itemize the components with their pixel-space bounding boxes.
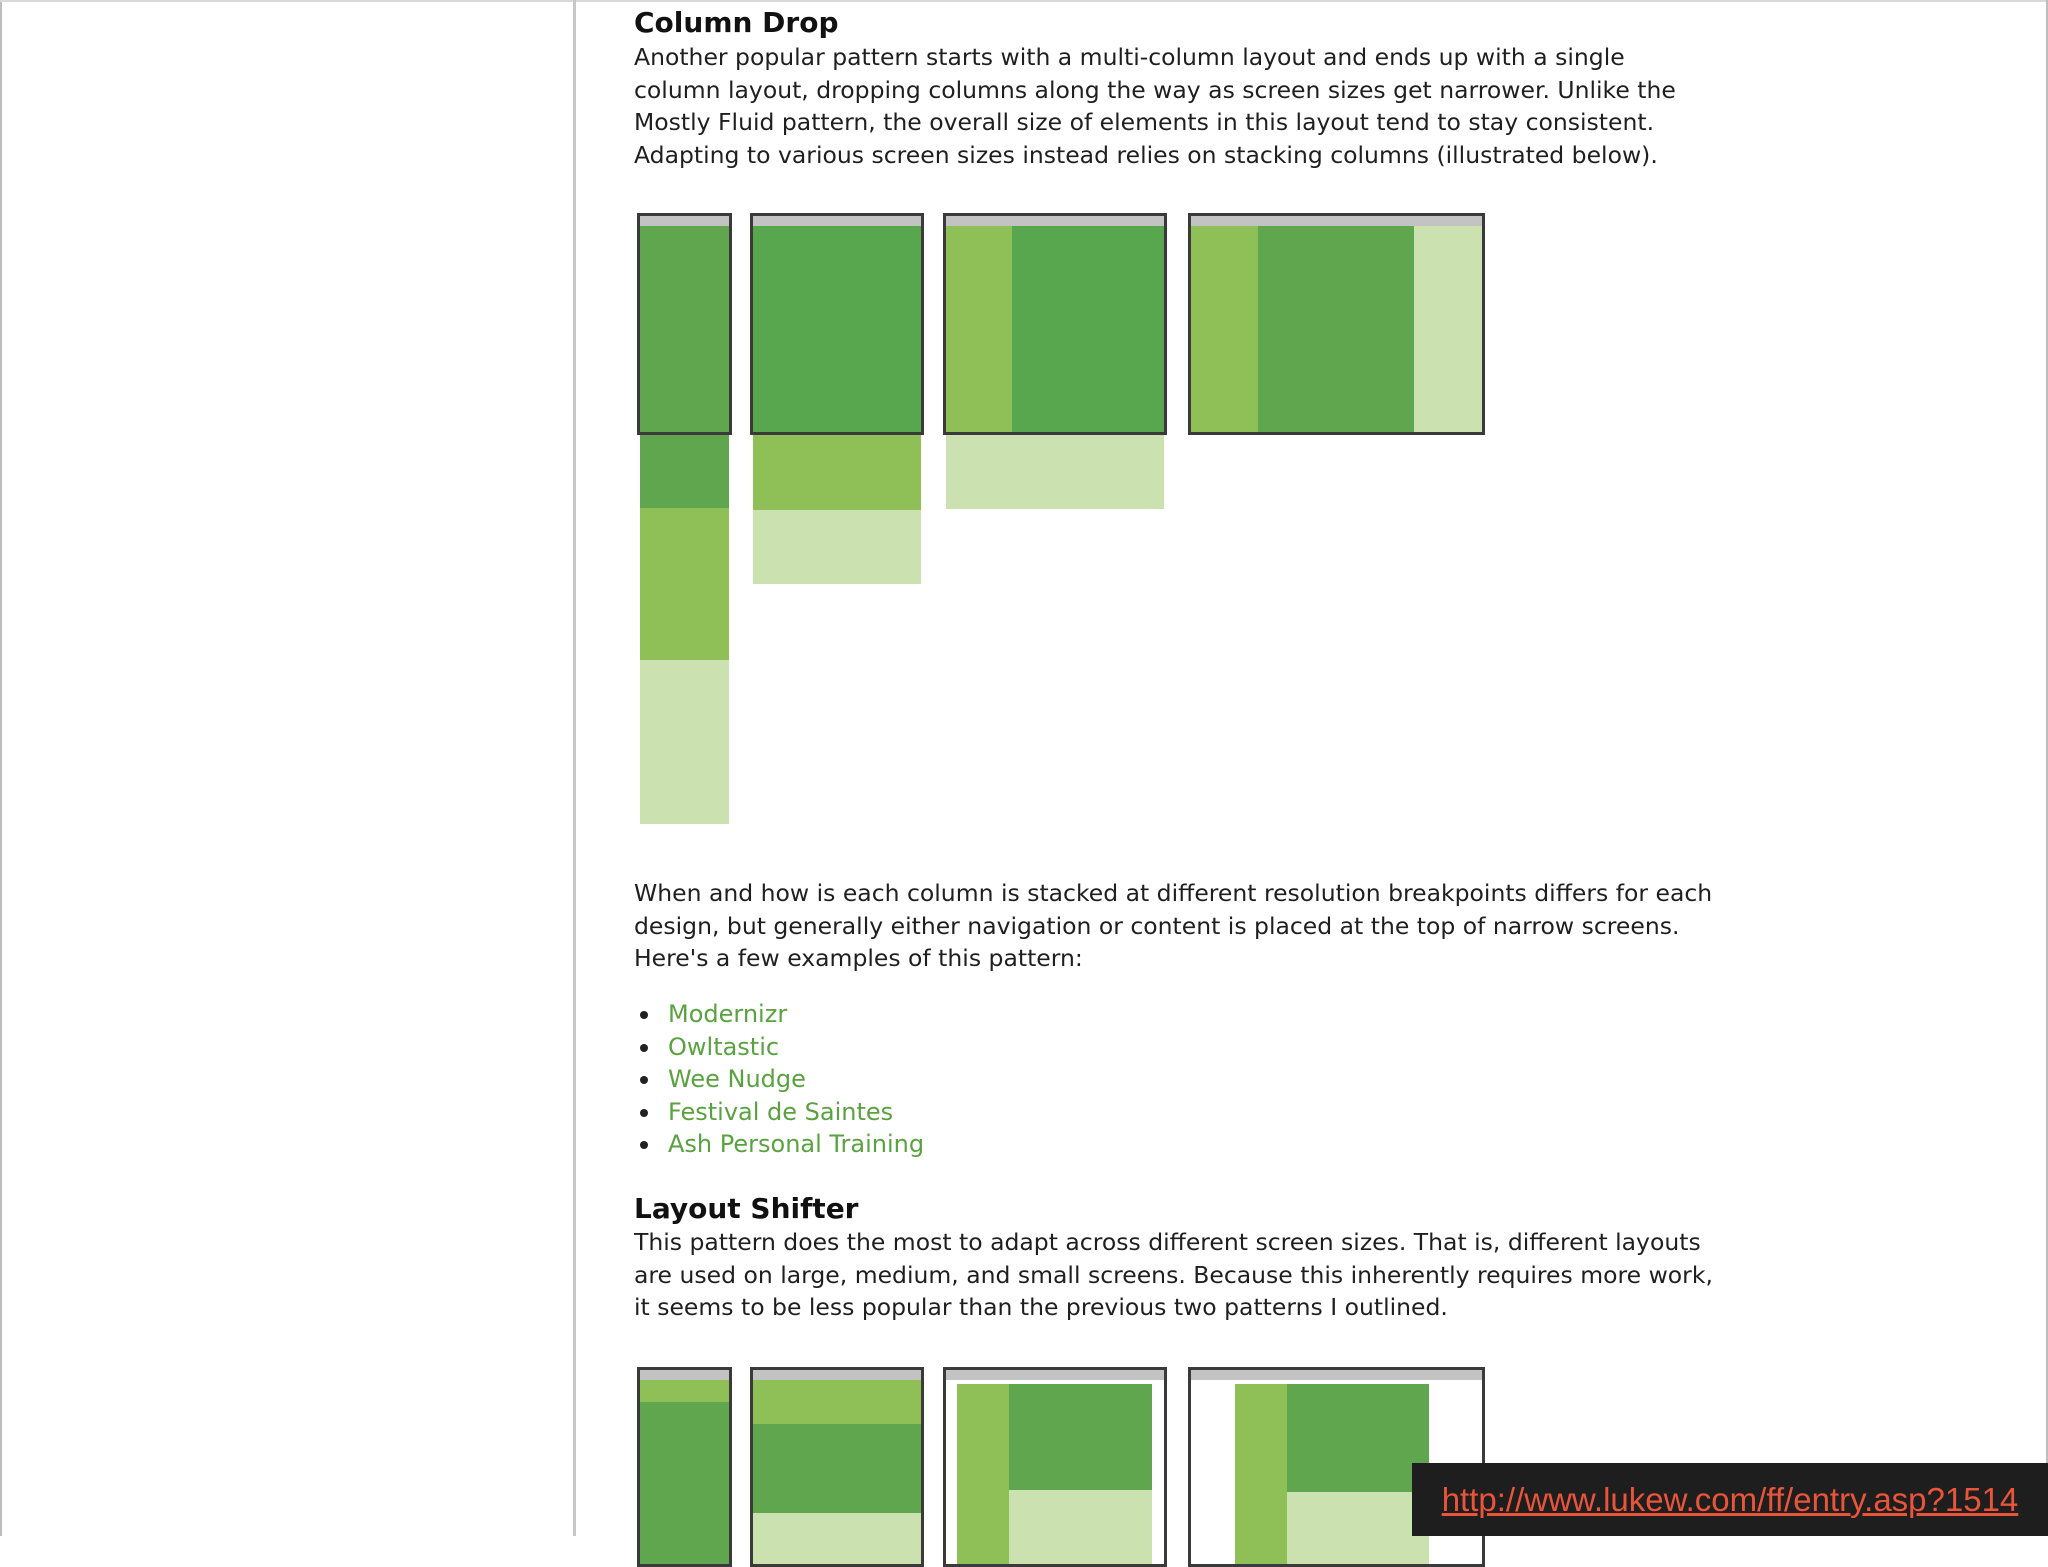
example-link-wee-nudge[interactable]: Wee Nudge bbox=[668, 1065, 806, 1093]
screen-header-bar bbox=[946, 216, 1164, 226]
main-block bbox=[1009, 1384, 1152, 1490]
main-block bbox=[753, 1424, 921, 1513]
stacked-aside-block bbox=[753, 510, 921, 584]
stacked-aside-block bbox=[640, 660, 729, 824]
list-item bbox=[634, 998, 924, 1031]
stacked-aside-block bbox=[946, 435, 1164, 509]
nav-column-block bbox=[946, 226, 1012, 432]
example-link-ash-personal-training[interactable]: Ash Personal Training bbox=[668, 1130, 925, 1158]
nav-block bbox=[753, 1380, 921, 1424]
column-drop-screen-small bbox=[637, 213, 732, 435]
screen-header-bar bbox=[640, 216, 729, 226]
aside-column-block bbox=[1414, 226, 1482, 432]
column-drop-intro: Another popular pattern starts with a multi-column layout and ends up with a single column layout, dropping columns along the way as screen sizes get narrower. Unlike the Mostly Fluid pattern, the overall size of elements in this layout tend to stay consistent. Adapting to various screen sizes instead relies on stacking columns (illustrated below). bbox=[634, 43, 1676, 169]
column-drop-screen-large bbox=[943, 213, 1167, 435]
nav-column-block bbox=[1235, 1384, 1287, 1564]
layout-shifter-intro: This pattern does the most to adapt across different screen sizes. That is, different layouts are used on large, medium, and small screens. Because this inherently requires more work, it seems to be less popular than the previous two patterns I outlined. bbox=[634, 1228, 1713, 1321]
source-url-badge bbox=[1412, 1463, 2048, 1536]
frame-edge-left bbox=[0, 0, 2, 1536]
sidebar-divider bbox=[573, 0, 576, 1536]
stacked-nav-block bbox=[753, 435, 921, 510]
aside-block bbox=[1287, 1492, 1429, 1564]
nav-column-block bbox=[1191, 226, 1258, 432]
aside-block bbox=[753, 1513, 921, 1564]
list-item bbox=[634, 1031, 924, 1064]
section-title-layout-shifter: Layout Shifter bbox=[634, 1192, 859, 1225]
layout-shifter-screen-medium bbox=[750, 1367, 924, 1567]
main-column-block bbox=[640, 226, 729, 432]
list-item bbox=[634, 1096, 924, 1129]
screen-header-bar bbox=[946, 1370, 1164, 1380]
main-column-block bbox=[753, 226, 921, 432]
source-url-link[interactable]: http://www.lukew.com/ff/entry.asp?1514 bbox=[1441, 1480, 2019, 1518]
main-block bbox=[640, 1402, 729, 1564]
screen-header-bar bbox=[1191, 1370, 1482, 1380]
list-item bbox=[634, 1128, 924, 1161]
examples-list bbox=[634, 998, 924, 1161]
stacked-nav-block bbox=[640, 508, 729, 660]
example-link-modernizr[interactable]: Modernizr bbox=[668, 1000, 788, 1028]
stacked-main-block bbox=[640, 435, 729, 508]
screen-header-bar bbox=[640, 1370, 729, 1380]
column-drop-screen-xlarge bbox=[1188, 213, 1485, 435]
example-link-festival-de-saintes[interactable]: Festival de Saintes bbox=[668, 1097, 894, 1126]
nav-column-block bbox=[957, 1384, 1009, 1564]
layout-shifter-screen-large bbox=[943, 1367, 1167, 1567]
section-title-column-drop: Column Drop bbox=[634, 6, 839, 39]
nav-block bbox=[640, 1380, 729, 1402]
screen-header-bar bbox=[753, 216, 921, 226]
example-link-owltastic[interactable]: Owltastic bbox=[668, 1032, 780, 1061]
screen-header-bar bbox=[753, 1370, 921, 1380]
main-column-block bbox=[1258, 226, 1414, 432]
list-item bbox=[634, 1063, 924, 1096]
layout-shifter-screen-small bbox=[637, 1367, 732, 1567]
frame-edge-top bbox=[0, 0, 2048, 2]
column-drop-screen-medium bbox=[750, 213, 924, 435]
main-block bbox=[1287, 1384, 1429, 1492]
column-drop-breakpoints-text: When and how is each column is stacked at different resolution breakpoints differs for each design, but generally either navigation or content is placed at the top of narrow screens. Here's a few examples of this pattern: bbox=[634, 879, 1713, 972]
aside-block bbox=[1009, 1490, 1152, 1564]
main-column-block bbox=[1012, 226, 1164, 432]
screen-header-bar bbox=[1191, 216, 1482, 226]
